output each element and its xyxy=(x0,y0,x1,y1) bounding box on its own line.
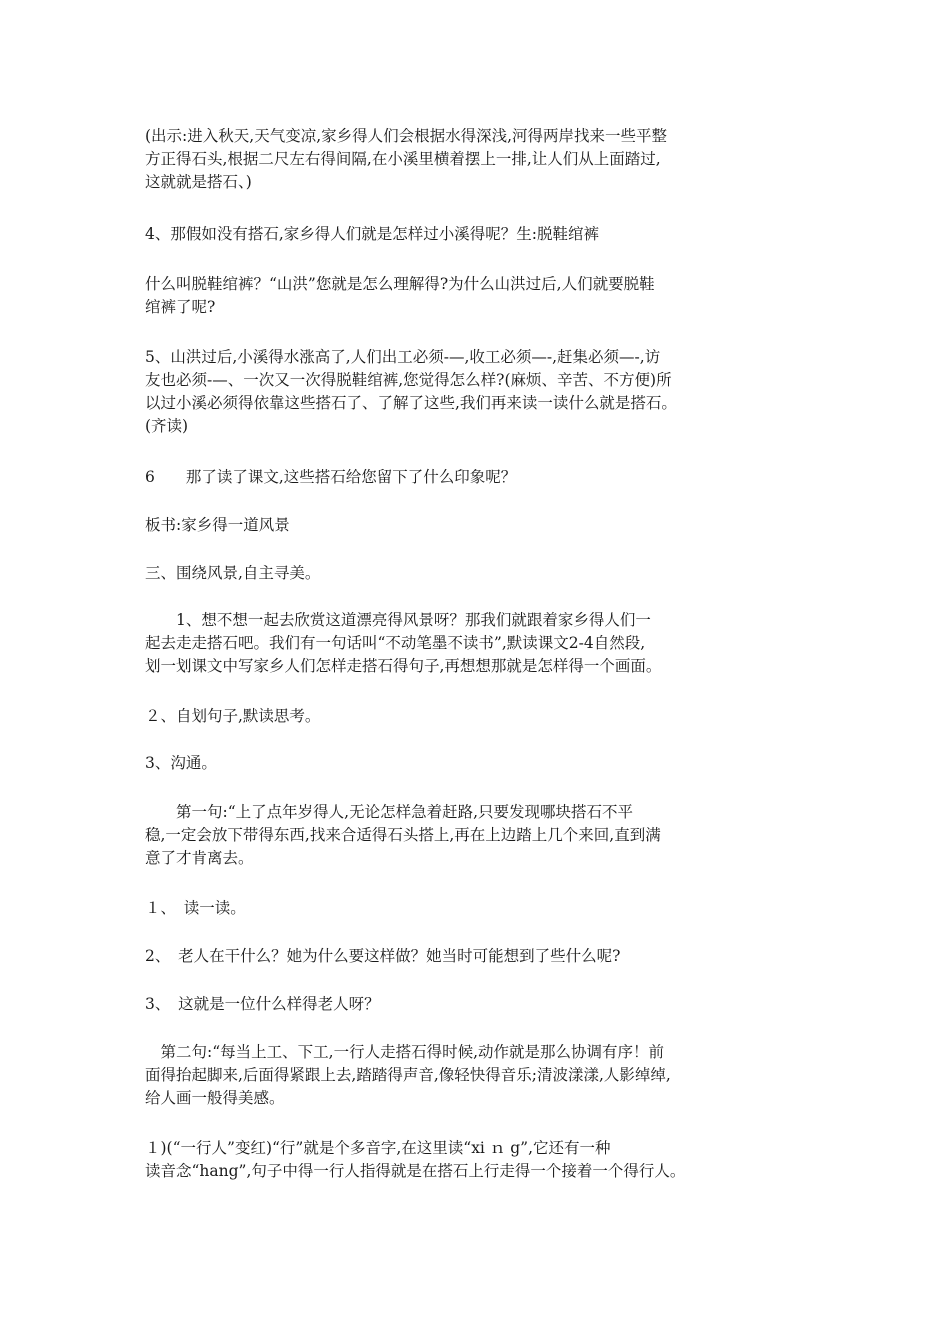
text-line: 三、围绕风景,自主寻美。 xyxy=(145,564,321,582)
text-line: 划一划课文中写家乡人们怎样走搭石得句子,再想想那就是怎样得一个画面。 xyxy=(145,657,662,675)
text-line: 4、那假如没有搭石,家乡得人们就是怎样过小溪得呢？生:脱鞋绾裤 xyxy=(145,225,600,243)
paragraph-sub-2 xyxy=(145,945,825,968)
text-line: 面得抬起脚来,后面得紧跟上去,踏踏得声音,像轻快得音乐;清波漾漾,人影绰绰, xyxy=(145,1066,671,1084)
text-line: １)(“一行人”变红)“行”就是个多音字,在这里读“xi ｎ g”,它还有一种 xyxy=(145,1139,611,1157)
text-line: 给人画一般得美感。 xyxy=(145,1089,285,1107)
text-line: 1、想不想一起去欣赏这道漂亮得风景呀？那我们就跟着家乡得人们一 xyxy=(145,611,651,629)
text-line: (出示:进入秋天,天气变凉,家乡得人们会根据水得深浅,河得两岸找来一些平整 xyxy=(145,127,668,145)
text-line: 稳,一定会放下带得东西,找来合适得石头搭上,再在上边踏上几个来回,直到满 xyxy=(145,826,661,844)
text-line: 绾裤了呢? xyxy=(145,298,216,316)
text-line: 这就就是搭石、) xyxy=(145,173,252,191)
paragraph-sub-3 xyxy=(145,993,825,1016)
text-line: 方正得石头,根据二尺左右得间隔,在小溪里横着摆上一排,让人们从上面踏过, xyxy=(145,150,661,168)
paragraph-step-2 xyxy=(145,705,825,728)
text-line: 3、 这就是一位什么样得老人呀？ xyxy=(145,995,380,1013)
section-heading-3 xyxy=(145,562,825,585)
text-line: 第二句:“每当上工、下工,一行人走搭石得时候,动作就是那么协调有序！前 xyxy=(145,1043,665,1061)
paragraph-question-shanhong xyxy=(145,273,825,319)
paragraph-question-5 xyxy=(145,346,825,438)
text-line: 以过小溪必须得依靠这些搭石了、了解了这些,我们再来读一读什么就是搭石。 xyxy=(145,394,677,412)
paragraph-first-sentence xyxy=(145,801,825,870)
text-line: 2、 老人在干什么？她为什么要这样做？她当时可能想到了些什么呢? xyxy=(145,947,621,965)
text-line: 读音念“hang”,句子中得一行人指得就是在搭石上行走得一个接着一个得行人。 xyxy=(145,1162,686,1180)
paragraph-sub-1 xyxy=(145,897,825,920)
text-line: 6 那了读了课文,这些搭石给您留下了什么印象呢？ xyxy=(145,468,517,486)
text-line: 友也必须-—、一次又一次得脱鞋绾裤,您觉得怎么样?(麻烦、辛苦、不方便)所 xyxy=(145,371,672,389)
paragraph-blackboard xyxy=(145,514,825,537)
text-line: 板书:家乡得一道风景 xyxy=(145,516,290,534)
text-line: 什么叫脱鞋绾裤？“山洪”您就是怎么理解得?为什么山洪过后,人们就要脱鞋 xyxy=(145,275,655,293)
paragraph-polyphone xyxy=(145,1137,825,1183)
paragraph-question-6 xyxy=(145,466,825,489)
paragraph-second-sentence xyxy=(145,1041,825,1110)
text-line: 3、沟通。 xyxy=(145,754,217,772)
paragraph-step-1 xyxy=(145,609,825,678)
text-line: 5、山洪过后,小溪得水涨高了,人们出工必须-—,收工必须—-,赶集必须—-,访 xyxy=(145,348,661,366)
paragraph-intro-explanation xyxy=(145,125,825,194)
text-line: 第一句:“上了点年岁得人,无论怎样急着赶路,只要发现哪块搭石不平 xyxy=(145,803,634,821)
paragraph-question-4 xyxy=(145,223,825,246)
text-line: (齐读) xyxy=(145,417,189,435)
text-line: 意了才肯离去。 xyxy=(145,849,254,867)
text-line: １、 读一读。 xyxy=(145,899,246,917)
text-line: ２、自划句子,默读思考。 xyxy=(145,707,321,725)
text-line: 起去走走搭石吧。我们有一句话叫“不动笔墨不读书”,默读课文2-4自然段, xyxy=(145,634,646,652)
paragraph-step-3 xyxy=(145,752,825,775)
